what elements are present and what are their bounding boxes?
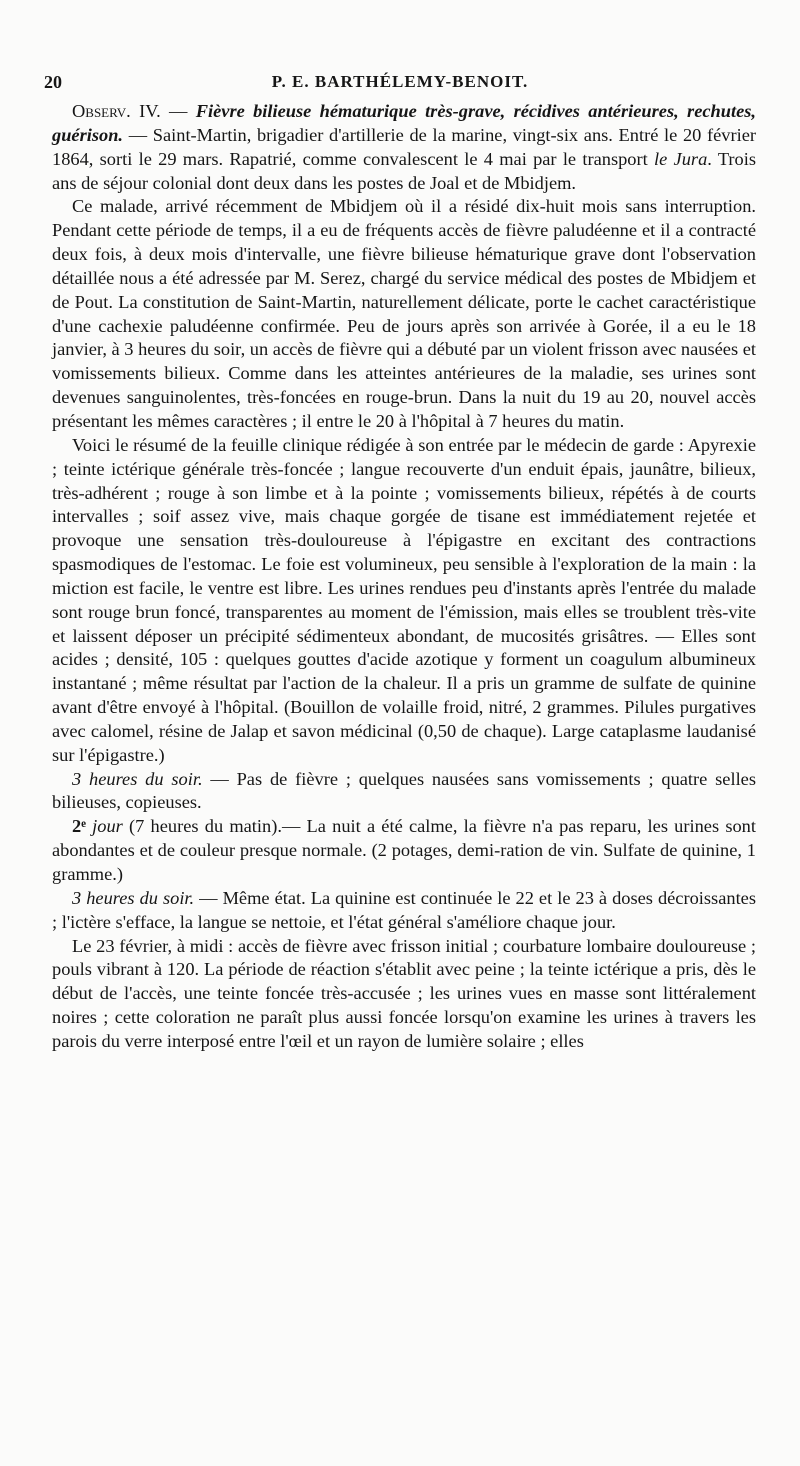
clinical-summary-paragraph: Voici le résumé de la feuille clinique rédigée à son entrée par le médecin de garde : Apyrexie ; teinte ictérique générale très-foncée ; langue recouverte d'un enduit épais, jaunâtre, bilieux, très-adhérent ; rouge à son limbe et à la pointe ; vomissements bilieux, répétés à de courts intervalles ; soif assez vive, mais chaque gorgée de tisane est immédiatement rejetée et provoque une sensation très-douloureuse à l'épigastre en excitant des contractions spasmodiques de l'estomac. Le foie est volumineux, peu sensible à l'exploration de la main : la miction est facile, le ventre est libre. Les urines rendues peu d'instants après l'entrée du malade sont rouge brun foncé, transparentes au moment de l'émission, mais elles se troublent très-vite et laissent déposer un précipité sédimenteux abondant, de mucosités grisâtres. — Elles sont acides ; densité, 105 : quelques gouttes d'acide azotique y forment un coagulum albumineux instantané ; même résultat par l'action de la chaleur. Il a pris un gramme de sulfate de quinine avant d'être envoyé à l'hôpital. (Bouillon de volaille froid, nitré, 2 grammes. Pilules purgatives avec calomel, résine de Jalap et savon médicinal (0,50 de chaque). Large cataplasme laudanisé sur l'épigastre.) bbox=[52, 434, 756, 765]
note-text: — Pas de fièvre ; quelques nausées sans vomissements ; quatre selles bilieuses, copieuses. bbox=[52, 768, 756, 813]
day-lead: jour bbox=[92, 816, 123, 837]
observation-heading-paragraph bbox=[52, 100, 756, 195]
observation-label: Observ. IV. bbox=[72, 101, 161, 121]
body-text bbox=[52, 100, 756, 1054]
history-paragraph: Ce malade, arrivé récemment de Mbidjem où il a résidé dix-huit mois sans interruption. Pendant cette période de temps, il a eu de fréquents accès de fièvre paludéenne et il a contracté deux fois, à deux mois d'intervalle, une fièvre bilieuse hématurique grave dont l'observation détaillée nous a été adressée par M. Serez, chargé du service médical des postes de Mbidjem et de Pout. La constitution de Saint-Martin, naturellement délicate, porte le cachet caractéristique d'une cachexie paludéenne confirmée. Peu de jours après son arrivée à Gorée, il a eu le 18 janvier, à 3 heures du soir, un accès de fièvre qui a débuté par un violent frisson avec nausées et vomissements bilieux. Comme dans les atteintes antérieures de la maladie, ses urines sont devenues sanguinolentes, très-foncées en rouge-brun. Dans la nuit du 19 au 20, nouvel accès présentant les mêmes caractères ; il entre le 20 à l'hôpital à 7 heures du matin. bbox=[52, 196, 756, 431]
separator: — bbox=[160, 101, 196, 121]
evening-note-paragraph-2 bbox=[52, 887, 756, 935]
observation-title: Fièvre bilieuse hématurique très-grave, récidives antérieures, rechutes, guérison. bbox=[52, 101, 756, 145]
day-number: 2ᵉ bbox=[72, 816, 93, 837]
page-header bbox=[44, 72, 756, 98]
second-day-paragraph bbox=[52, 815, 756, 887]
ship-name: le Jura bbox=[654, 148, 708, 169]
time-lead: 3 heures du soir. bbox=[72, 768, 203, 789]
note-text: (7 heures du matin).— La nuit a été calme, la fièvre n'a pas reparu, les urines sont abondantes et de couleur presque normale. (2 potages, demi-ration de vin. Sulfate de quinine, 1 gramme.) bbox=[52, 816, 756, 884]
page-number: 20 bbox=[44, 72, 62, 92]
relapse-paragraph: Le 23 février, à midi : accès de fièvre avec frisson initial ; courbature lombaire douloureuse ; pouls vibrant à 120. La période de réaction s'établit avec peine ; la teinte ictérique a pris, dès le début de l'accès, une teinte foncée très-accusée ; les urines vues en masse sont littéralement noires ; cette coloration ne paraît plus aussi foncée lorsqu'on examine les urines à travers les parois du verre interposé entre l'œil et un rayon de lumière solaire ; elles bbox=[52, 935, 756, 1051]
patient-intro-text-end: . Trois ans de séjour colonial dont deux dans les postes de Joal et de Mbidjem. bbox=[52, 148, 756, 193]
note-text: — Même état. La quinine est continuée le 22 et le 23 à doses décroissantes ; l'ictère s'efface, la langue se nettoie, et l'état général s'améliore chaque jour. bbox=[52, 887, 757, 932]
running-head: P. E. BARTHÉLEMY-BENOIT. bbox=[271, 72, 529, 91]
time-lead: 3 heures du soir. bbox=[72, 887, 195, 908]
evening-note-paragraph bbox=[52, 768, 756, 816]
separator: — bbox=[123, 124, 153, 145]
patient-intro-text: Saint-Martin, brigadier d'artillerie de la marine, vingt-six ans. Entré le 20 février 1864, sorti le 29 mars. Rapatrié, comme convalescent le 4 mai par le transport bbox=[52, 124, 757, 169]
